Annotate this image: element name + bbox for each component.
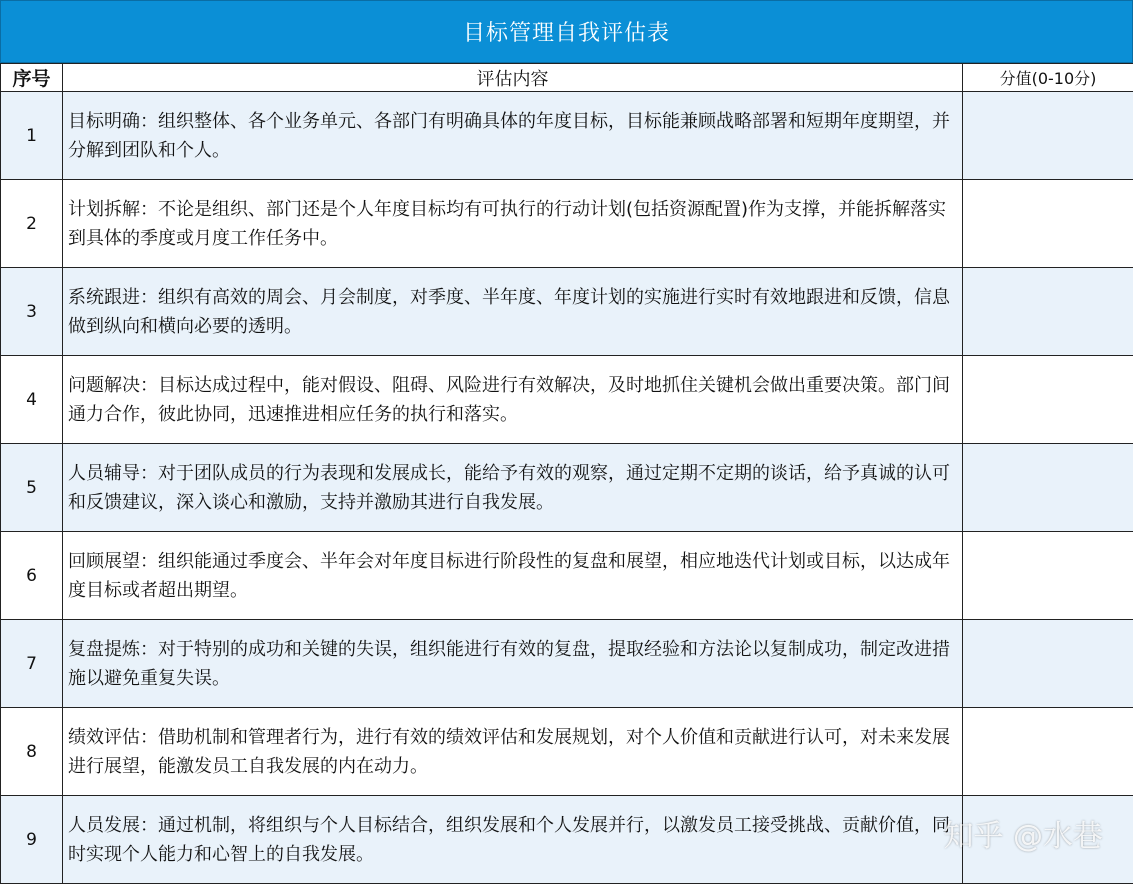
row-number: 1 <box>1 92 63 180</box>
row-number: 6 <box>1 532 63 620</box>
row-content: 复盘提炼：对于特别的成功和关键的失误，组织能进行有效的复盘，提取经验和方法论以复制成功，制定改进措施以避免重复失误。 <box>63 620 963 708</box>
table-row <box>1 92 1133 180</box>
row-number: 5 <box>1 444 63 532</box>
score-cell[interactable] <box>963 444 1133 532</box>
header-seq: 序号 <box>1 64 63 92</box>
table-row <box>1 356 1133 444</box>
score-cell[interactable] <box>963 92 1133 180</box>
row-content: 目标明确：组织整体、各个业务单元、各部门有明确具体的年度目标，目标能兼顾战略部署和短期年度期望，并分解到团队和个人。 <box>63 92 963 180</box>
row-content: 人员发展：通过机制，将组织与个人目标结合，组织发展和个人发展并行，以激发员工接受挑战、贡献价值，同时实现个人能力和心智上的自我发展。 <box>63 796 963 884</box>
score-cell[interactable] <box>963 356 1133 444</box>
score-cell[interactable] <box>963 268 1133 356</box>
row-number: 8 <box>1 708 63 796</box>
table-row <box>1 444 1133 532</box>
table-row <box>1 796 1133 884</box>
sheet-title: 目标管理自我评估表 <box>0 0 1133 63</box>
score-cell[interactable] <box>963 180 1133 268</box>
table-row <box>1 620 1133 708</box>
row-number: 9 <box>1 796 63 884</box>
row-content: 绩效评估：借助机制和管理者行为，进行有效的绩效评估和发展规划，对个人价值和贡献进行认可，对未来发展进行展望，能激发员工自我发展的内在动力。 <box>63 708 963 796</box>
row-content: 系统跟进：组织有高效的周会、月会制度，对季度、半年度、年度计划的实施进行实时有效地跟进和反馈，信息做到纵向和横向必要的透明。 <box>63 268 963 356</box>
table-row <box>1 180 1133 268</box>
row-number: 2 <box>1 180 63 268</box>
score-cell[interactable] <box>963 532 1133 620</box>
table-row <box>1 268 1133 356</box>
row-content: 回顾展望：组织能通过季度会、半年会对年度目标进行阶段性的复盘和展望，相应地迭代计划或目标，以达成年度目标或者超出期望。 <box>63 532 963 620</box>
table-row <box>1 532 1133 620</box>
header-score: 分值(0-10分) <box>963 64 1133 92</box>
row-number: 7 <box>1 620 63 708</box>
row-number: 3 <box>1 268 63 356</box>
row-number: 4 <box>1 356 63 444</box>
score-cell[interactable] <box>963 620 1133 708</box>
row-content: 人员辅导：对于团队成员的行为表现和发展成长，能给予有效的观察，通过定期不定期的谈话，给予真诚的认可和反馈建议，深入谈心和激励，支持并激励其进行自我发展。 <box>63 444 963 532</box>
table-row <box>1 708 1133 796</box>
score-cell[interactable] <box>963 796 1133 884</box>
row-content: 计划拆解：不论是组织、部门还是个人年度目标均有可执行的行动计划(包括资源配置)作为支撑，并能拆解落实到具体的季度或月度工作任务中。 <box>63 180 963 268</box>
watermark: 知乎 @水巷 <box>943 811 1103 855</box>
score-cell[interactable] <box>963 708 1133 796</box>
header-row <box>1 64 1133 92</box>
row-content: 问题解决：目标达成过程中，能对假设、阻碍、风险进行有效解决，及时地抓住关键机会做出重要决策。部门间通力合作，彼此协同，迅速推进相应任务的执行和落实。 <box>63 356 963 444</box>
assessment-table <box>0 63 1133 884</box>
header-content: 评估内容 <box>63 64 963 92</box>
